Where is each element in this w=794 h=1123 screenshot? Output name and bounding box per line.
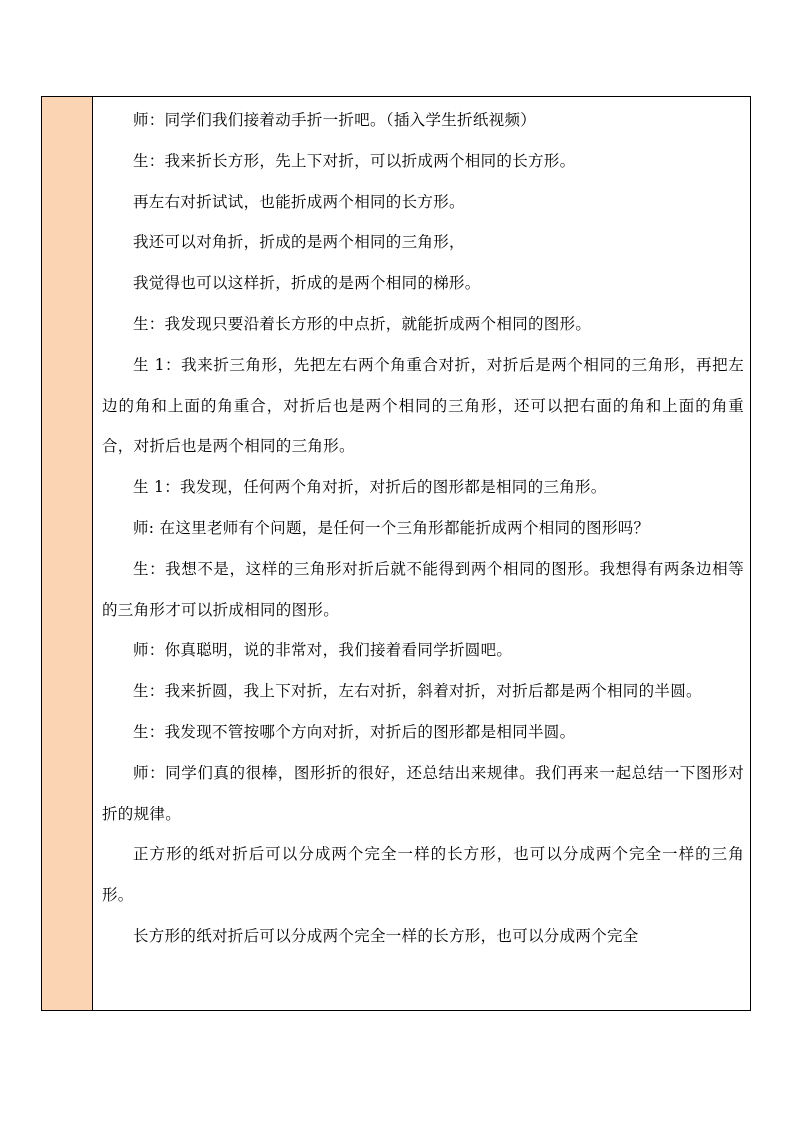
paragraph-12: 生：我来折圆，我上下对折，左右对折，斜着对折，对折后都是两个相同的半圆。 xyxy=(133,682,702,701)
paragraph-3: 再左右对折试试，也能折成两个相同的长方形。 xyxy=(133,192,465,211)
paragraph-13: 生：我发现不管按哪个方向对折，对折后的图形都是相同半圆。 xyxy=(133,722,576,741)
paragraph-8: 生 1：我发现，任何两个角对折，对折后的图形都是相同的三角形。 xyxy=(133,478,607,497)
paragraph-11: 师：你真聪明，说的非常对，我们接着看同学折圆吧。 xyxy=(133,641,513,660)
paragraph-16: 长方形的纸对折后可以分成两个完全一样的长方形，也可以分成两个完全 xyxy=(133,926,639,945)
paragraph-4: 我还可以对角折，折成的是两个相同的三角形， xyxy=(133,233,465,252)
paragraph-14: 师：同学们真的很棒，图形折的很好，还总结出来规律。我们再来一起总结一下图形对折的规律。 xyxy=(102,763,744,823)
lesson-content-cell xyxy=(93,97,750,1010)
side-shaded-cell xyxy=(42,97,93,1010)
paragraph-7: 生 1：我来折三角形，先把左右两个角重合对折，对折后是两个相同的三角形，再把左边的角和上面的角重合，对折后也是两个相同的三角形，还可以把右面的角和上面的角重合，对折后也是两个相同的三角形。 xyxy=(102,355,744,456)
paragraph-5: 我觉得也可以这样折，折成的是两个相同的梯形。 xyxy=(133,274,481,293)
paragraph-10: 生：我想不是，这样的三角形对折后就不能得到两个相同的图形。我想得有两条边相等的三角形才可以折成相同的图形。 xyxy=(102,559,744,619)
paragraph-2: 生：我来折长方形，先上下对折，可以折成两个相同的长方形。 xyxy=(133,151,576,170)
paragraph-1: 师：同学们我们接着动手折一折吧。（插入学生折纸视频） xyxy=(133,111,537,129)
paragraph-15: 正方形的纸对折后可以分成两个完全一样的长方形，也可以分成两个完全一样的三角形。 xyxy=(102,845,744,905)
lesson-table xyxy=(41,96,751,1011)
paragraph-6: 生：我发现只要沿着长方形的中点折，就能折成两个相同的图形。 xyxy=(133,314,592,333)
paragraph-9: 师: 在这里老师有个问题，是任何一个三角形都能折成两个相同的图形吗？ xyxy=(133,518,650,537)
